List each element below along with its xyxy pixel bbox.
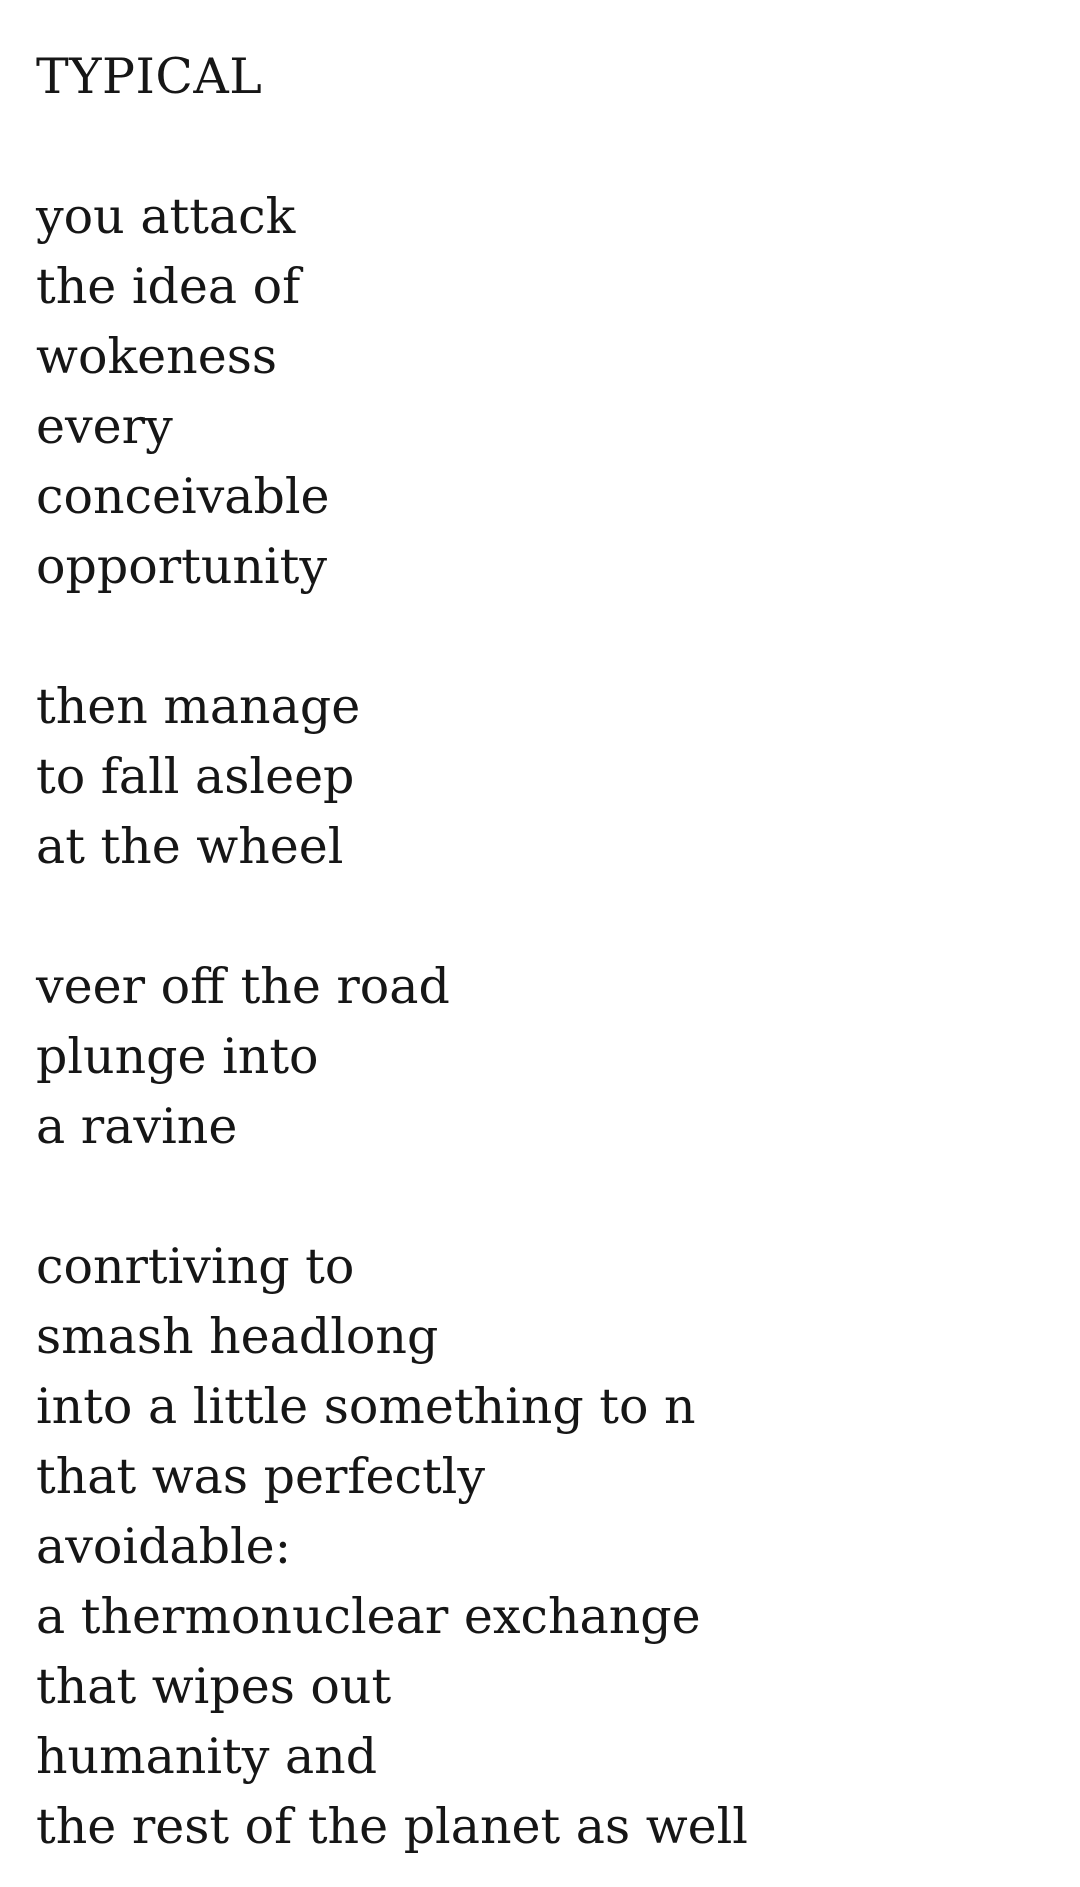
- poem-line: conrtiving to: [36, 1238, 355, 1295]
- poem-line: avoidable:: [36, 1518, 292, 1575]
- poem-line: smash headlong: [36, 1308, 439, 1365]
- stanza-2: [36, 672, 1060, 882]
- poem-line: veer off the road: [36, 958, 450, 1015]
- poem-line: that was perfectly: [36, 1448, 486, 1505]
- poem-line: that wipes out: [36, 1658, 392, 1715]
- poem-line: you attack: [36, 188, 296, 245]
- poem-line: opportunity: [36, 538, 328, 595]
- poem-line: wokeness: [36, 328, 277, 385]
- poem-line: to fall asleep: [36, 748, 355, 805]
- poem-line: conceivable: [36, 468, 330, 525]
- stanza-3: [36, 952, 1060, 1162]
- poem-line: a ravine: [36, 1098, 238, 1155]
- poem-line: then manage: [36, 678, 361, 735]
- poem-line: humanity and: [36, 1728, 378, 1785]
- poem-line: the idea of: [36, 258, 301, 315]
- stanza-1: [36, 182, 1060, 602]
- poem-line: a thermonuclear exchange: [36, 1588, 701, 1645]
- poem-line: the rest of the planet as well: [36, 1798, 748, 1855]
- poem-line: at the wheel: [36, 818, 344, 875]
- poem-line: into a little something to n: [36, 1378, 696, 1435]
- poem-title: TYPICAL: [36, 48, 263, 105]
- poem-line: every: [36, 398, 173, 455]
- poem-line: plunge into: [36, 1028, 319, 1085]
- stanza-4: [36, 1232, 1060, 1862]
